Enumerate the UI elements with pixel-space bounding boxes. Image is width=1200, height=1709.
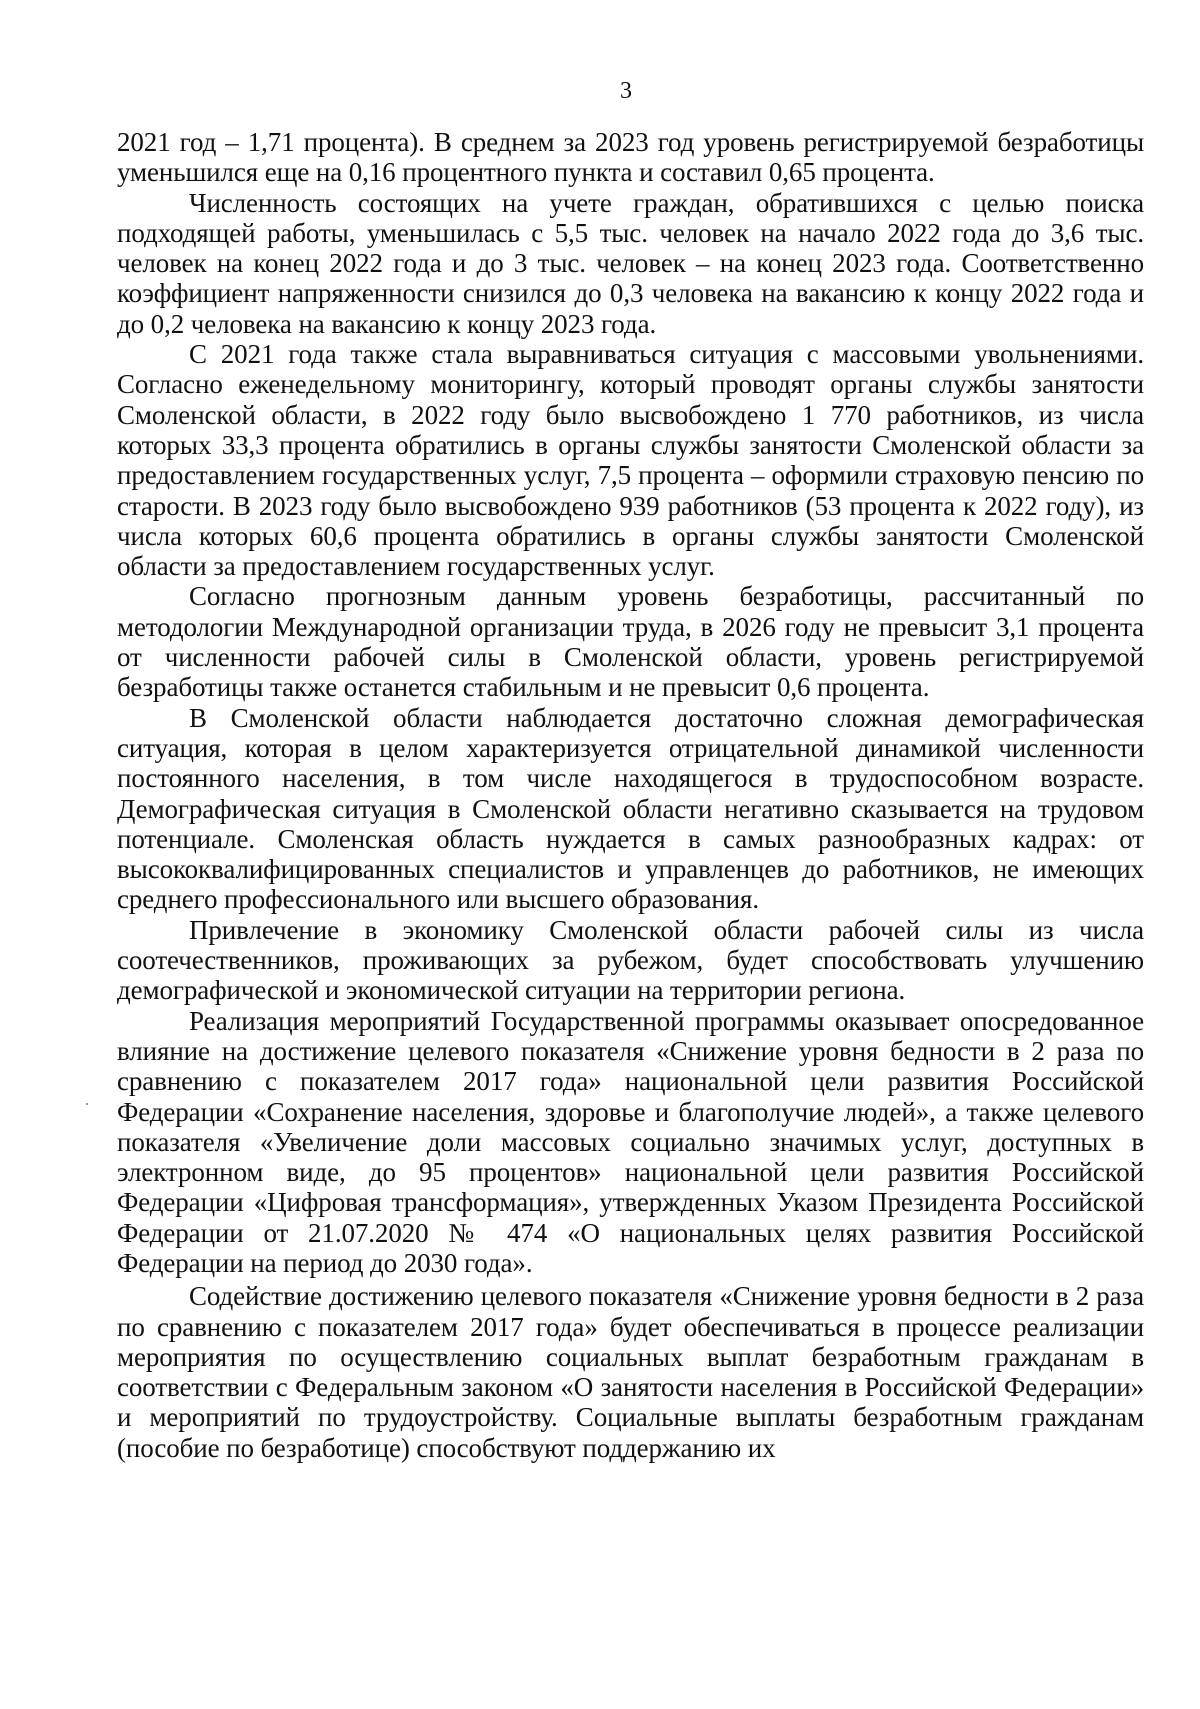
document-body	[117, 127, 1144, 1463]
paragraph-7: Реализация мероприятий Государственной программы оказывает опосредованное влияние на достижение целевого показателя «Снижение уровня бедности в 2 раза по сравнению с показателем 2017 года» национальной цели развития Российской Федерации «Сохранение населения, здоровье и благополучие людей», а также целевого показателя «Увеличение доли массовых социально значимых услуг, доступных в электронном виде, до 95 процентов» национальной цели развития Российской Федерации «Цифровая трансформация», утвержденных Указом Президента Российской Федерации от 21.07.2020 № 474 «О национальных целях развития Российской Федерации на период до 2030 года».	[117, 1005, 1144, 1278]
paragraph-6: Привлечение в экономику Смоленской области рабочей силы из числа соотечественников, проживающих за рубежом, будет способствовать улучшению демографической и экономической ситуации на территории региона.	[117, 914, 1144, 1006]
page-number: 3	[620, 78, 632, 104]
paragraph-2: Численность состоящих на учете граждан, обратившихся с целью поиска подходящей работы, уменьшилась с 5,5 тыс. человек на начало 2022 года до 3,6 тыс. человек на конец 2022 года и до 3 тыс. человек – на конец 2023 года. Соответственно коэффициент напряженности снизился до 0,3 человека на вакансию к концу 2022 года и до 0,2 человека на вакансию к концу 2023 года.	[117, 187, 1144, 339]
paragraph-3: С 2021 года также стала выравниваться ситуация с массовыми увольнениями. Согласно еженедельному мониторингу, который проводят органы службы занятости Смоленской области, в 2022 году было высвобождено 1 770 работников, из числа которых 33,3 процента обратились в органы службы занятости Смоленской области за предоставлением государственных услуг, 7,5 процента – оформили страховую пенсию по старости. В 2023 году было высвобождено 939 работников (53 процента к 2022 году), из числа которых 60,6 процента обратились в органы службы занятости Смоленской области за предоставлением государственных услуг.	[117, 339, 1144, 582]
paragraph-5: В Смоленской области наблюдается достаточно сложная демографическая ситуация, которая в целом характеризуется отрицательной динамикой численности постоянного населения, в том числе находящегося в трудоспособном возрасте. Демографическая ситуация в Смоленской области негативно сказывается на трудовом потенциале. Смоленская область нуждается в самых разнообразных кадрах: от высококвалифицированных специалистов и управленцев до работников, не имеющих среднего профессионального или высшего образования.	[117, 702, 1144, 915]
scan-speck	[86, 1103, 88, 1105]
paragraph-4: Согласно прогнозным данным уровень безработицы, рассчитанный по методологии Международной организации труда, в 2026 году не превысит 3,1 процента от численности рабочей силы в Смоленской области, уровень регистрируемой безработицы также останется стабильным и не превысит 0,6 процента.	[117, 581, 1144, 703]
paragraph-1: 2021 год – 1,71 процента). В среднем за 2023 год уровень регистрируемой безработицы уменьшился еще на 0,16 процентного пункта и составил 0,65 процента.	[117, 127, 1144, 188]
paragraph-8: Содействие достижению целевого показателя «Снижение уровня бедности в 2 раза по сравнению с показателем 2017 года» будет обеспечиваться в процессе реализации мероприятия по осуществлению социальных выплат безработным гражданам в соответствии с Федеральным законом «О занятости населения в Российской Федерации» и мероприятий по трудоустройству. Социальные выплаты безработным гражданам (пособие по безработице) способствуют поддержанию их	[117, 1281, 1144, 1463]
